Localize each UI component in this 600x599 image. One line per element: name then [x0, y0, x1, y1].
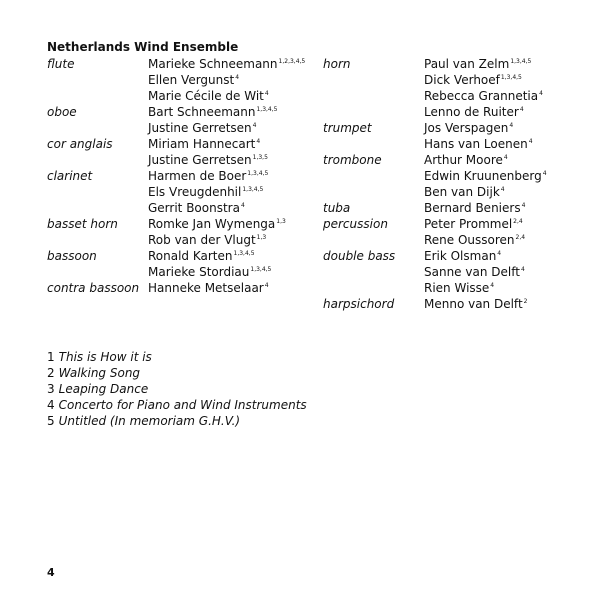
player-name-cell [424, 152, 508, 168]
player-name: Rebecca Grannetia [424, 89, 539, 103]
instrument-label: trombone [323, 153, 382, 167]
page-number: 4 [47, 566, 55, 579]
player-name: Dick Verhoef [424, 73, 500, 87]
work-references: 1,2,3,4,5 [278, 58, 306, 65]
player-name: Justine Gerretsen [148, 121, 252, 135]
instrument-label: oboe [47, 105, 77, 119]
work-references: 4 [490, 282, 495, 289]
work-references: 4 [520, 266, 525, 273]
instrument-label: basset horn [47, 217, 118, 231]
footnote-title: Concerto for Piano and Wind Instruments [58, 398, 307, 412]
work-references: 1,3 [256, 234, 267, 241]
player-name: Marieke Schneemann [148, 57, 278, 71]
player-name-cell [148, 232, 266, 248]
instrument-label: percussion [323, 217, 388, 231]
work-references: 1,3,4,5 [250, 266, 272, 273]
work-references: 4 [497, 250, 502, 257]
instrument-label: cor anglais [47, 137, 113, 151]
player-name-cell [148, 120, 256, 136]
work-references: 4 [240, 202, 245, 209]
player-name: Justine Gerretsen [148, 153, 252, 167]
player-name: Harmen de Boer [148, 169, 247, 183]
work-references: 2 [523, 298, 528, 305]
ensemble-title: Netherlands Wind Ensemble [47, 40, 239, 54]
player-name-cell [148, 56, 305, 72]
instrument-label: clarinet [47, 169, 93, 183]
instrument-label: bassoon [47, 249, 97, 263]
player-name: Jos Verspagen [424, 121, 509, 135]
player-name-cell [424, 120, 513, 136]
player-name-cell [148, 184, 263, 200]
player-name: Ben van Dijk [424, 185, 500, 199]
instrument-label: contra bassoon [47, 281, 140, 295]
player-name-cell [424, 136, 533, 152]
footnote-title: Untitled (In memoriam G.H.V.) [58, 414, 241, 428]
work-references: 4 [235, 74, 240, 81]
footnote [47, 397, 307, 413]
player-name: Arthur Moore [424, 153, 503, 167]
footnote-number: 4 [47, 398, 55, 412]
player-name: Ronald Karten [148, 249, 233, 263]
player-name-cell [148, 216, 286, 232]
player-name: Marie Cécile de Wit [148, 89, 264, 103]
footnote-number: 5 [47, 414, 55, 428]
player-name: Miriam Hannecart [148, 137, 256, 151]
player-name-cell [424, 104, 524, 120]
player-name: Els Vreugdenhil [148, 185, 242, 199]
player-name-cell [148, 152, 268, 168]
work-references: 1,3,4,5 [233, 250, 255, 257]
instrument-label: flute [47, 57, 75, 71]
player-name-cell [148, 136, 260, 152]
instrument-label: double bass [323, 249, 396, 263]
player-name-cell [424, 216, 523, 232]
footnote [47, 381, 307, 397]
player-name: Bernard Beniers [424, 201, 521, 215]
work-references: 4 [256, 138, 261, 145]
player-name: Rob van der Vlugt [148, 233, 256, 247]
player-name: Paul van Zelm [424, 57, 510, 71]
player-name-cell [148, 72, 239, 88]
player-name-cell [148, 280, 269, 296]
player-name-cell [424, 72, 522, 88]
instrument-label: harpsichord [323, 297, 395, 311]
work-references: 1,3,4,5 [247, 170, 269, 177]
player-name: Gerrit Boonstra [148, 201, 240, 215]
work-references: 1,3 [276, 218, 286, 225]
player-name: Bart Schneemann [148, 105, 256, 119]
player-name: Romke Jan Wymenga [148, 217, 276, 231]
player-name: Ellen Vergunst [148, 73, 235, 87]
footnote-title: Walking Song [58, 366, 141, 380]
player-name: Rien Wisse [424, 281, 490, 295]
work-references: 1,3,4,5 [242, 186, 264, 193]
footnotes [47, 349, 307, 429]
player-name: Marieke Stordiau [148, 265, 250, 279]
player-name-cell [424, 88, 543, 104]
player-name: Edwin Kruunenberg [424, 169, 542, 183]
footnote [47, 413, 307, 429]
work-references: 4 [521, 202, 526, 209]
player-name: Rene Oussoren [424, 233, 515, 247]
work-references: 4 [500, 186, 505, 193]
player-name-cell [148, 88, 269, 104]
player-name-cell [148, 200, 245, 216]
player-name-cell [148, 264, 271, 280]
instrument-label: trumpet [323, 121, 372, 135]
player-name-cell [424, 296, 527, 312]
work-references: 4 [264, 90, 269, 97]
work-references: 4 [503, 154, 508, 161]
player-name-cell [424, 264, 525, 280]
work-references: 2,4 [515, 234, 526, 241]
work-references: 4 [528, 138, 533, 145]
player-name-cell [424, 184, 505, 200]
player-name-cell [148, 248, 255, 264]
footnote-title: This is How it is [58, 350, 152, 364]
work-references: 4 [539, 90, 543, 97]
work-references: 4 [519, 106, 524, 113]
player-name-cell [424, 232, 525, 248]
footnote [47, 365, 307, 381]
player-name-cell [424, 200, 525, 216]
work-references: 2,4 [513, 218, 523, 225]
footnote-title: Leaping Dance [58, 382, 149, 396]
instrument-label: horn [323, 57, 351, 71]
work-references: 4 [542, 170, 547, 177]
work-references: 4 [252, 122, 257, 129]
player-name: Hanneke Metselaar [148, 281, 264, 295]
footnote [47, 349, 307, 365]
work-references: 1,3,4,5 [500, 74, 522, 81]
footnote-number: 3 [47, 382, 55, 396]
work-references: 1,3,5 [252, 154, 268, 161]
player-name: Menno van Delft [424, 297, 523, 311]
player-name-cell [148, 168, 268, 184]
work-references: 1,3,4,5 [510, 58, 532, 65]
player-name-cell [148, 104, 277, 120]
instrument-label: tuba [323, 201, 351, 215]
work-references: 1,3,4,5 [256, 106, 278, 113]
player-name-cell [424, 56, 531, 72]
work-references: 4 [509, 122, 514, 129]
player-name: Sanne van Delft [424, 265, 520, 279]
player-name-cell [424, 280, 494, 296]
footnote-number: 1 [47, 350, 55, 364]
player-name: Lenno de Ruiter [424, 105, 519, 119]
player-name: Peter Prommel [424, 217, 513, 231]
player-name: Erik Olsman [424, 249, 497, 263]
work-references: 4 [264, 282, 269, 289]
player-name-cell [424, 168, 547, 184]
player-name: Hans van Loenen [424, 137, 528, 151]
player-name-cell [424, 248, 501, 264]
footnote-number: 2 [47, 366, 55, 380]
